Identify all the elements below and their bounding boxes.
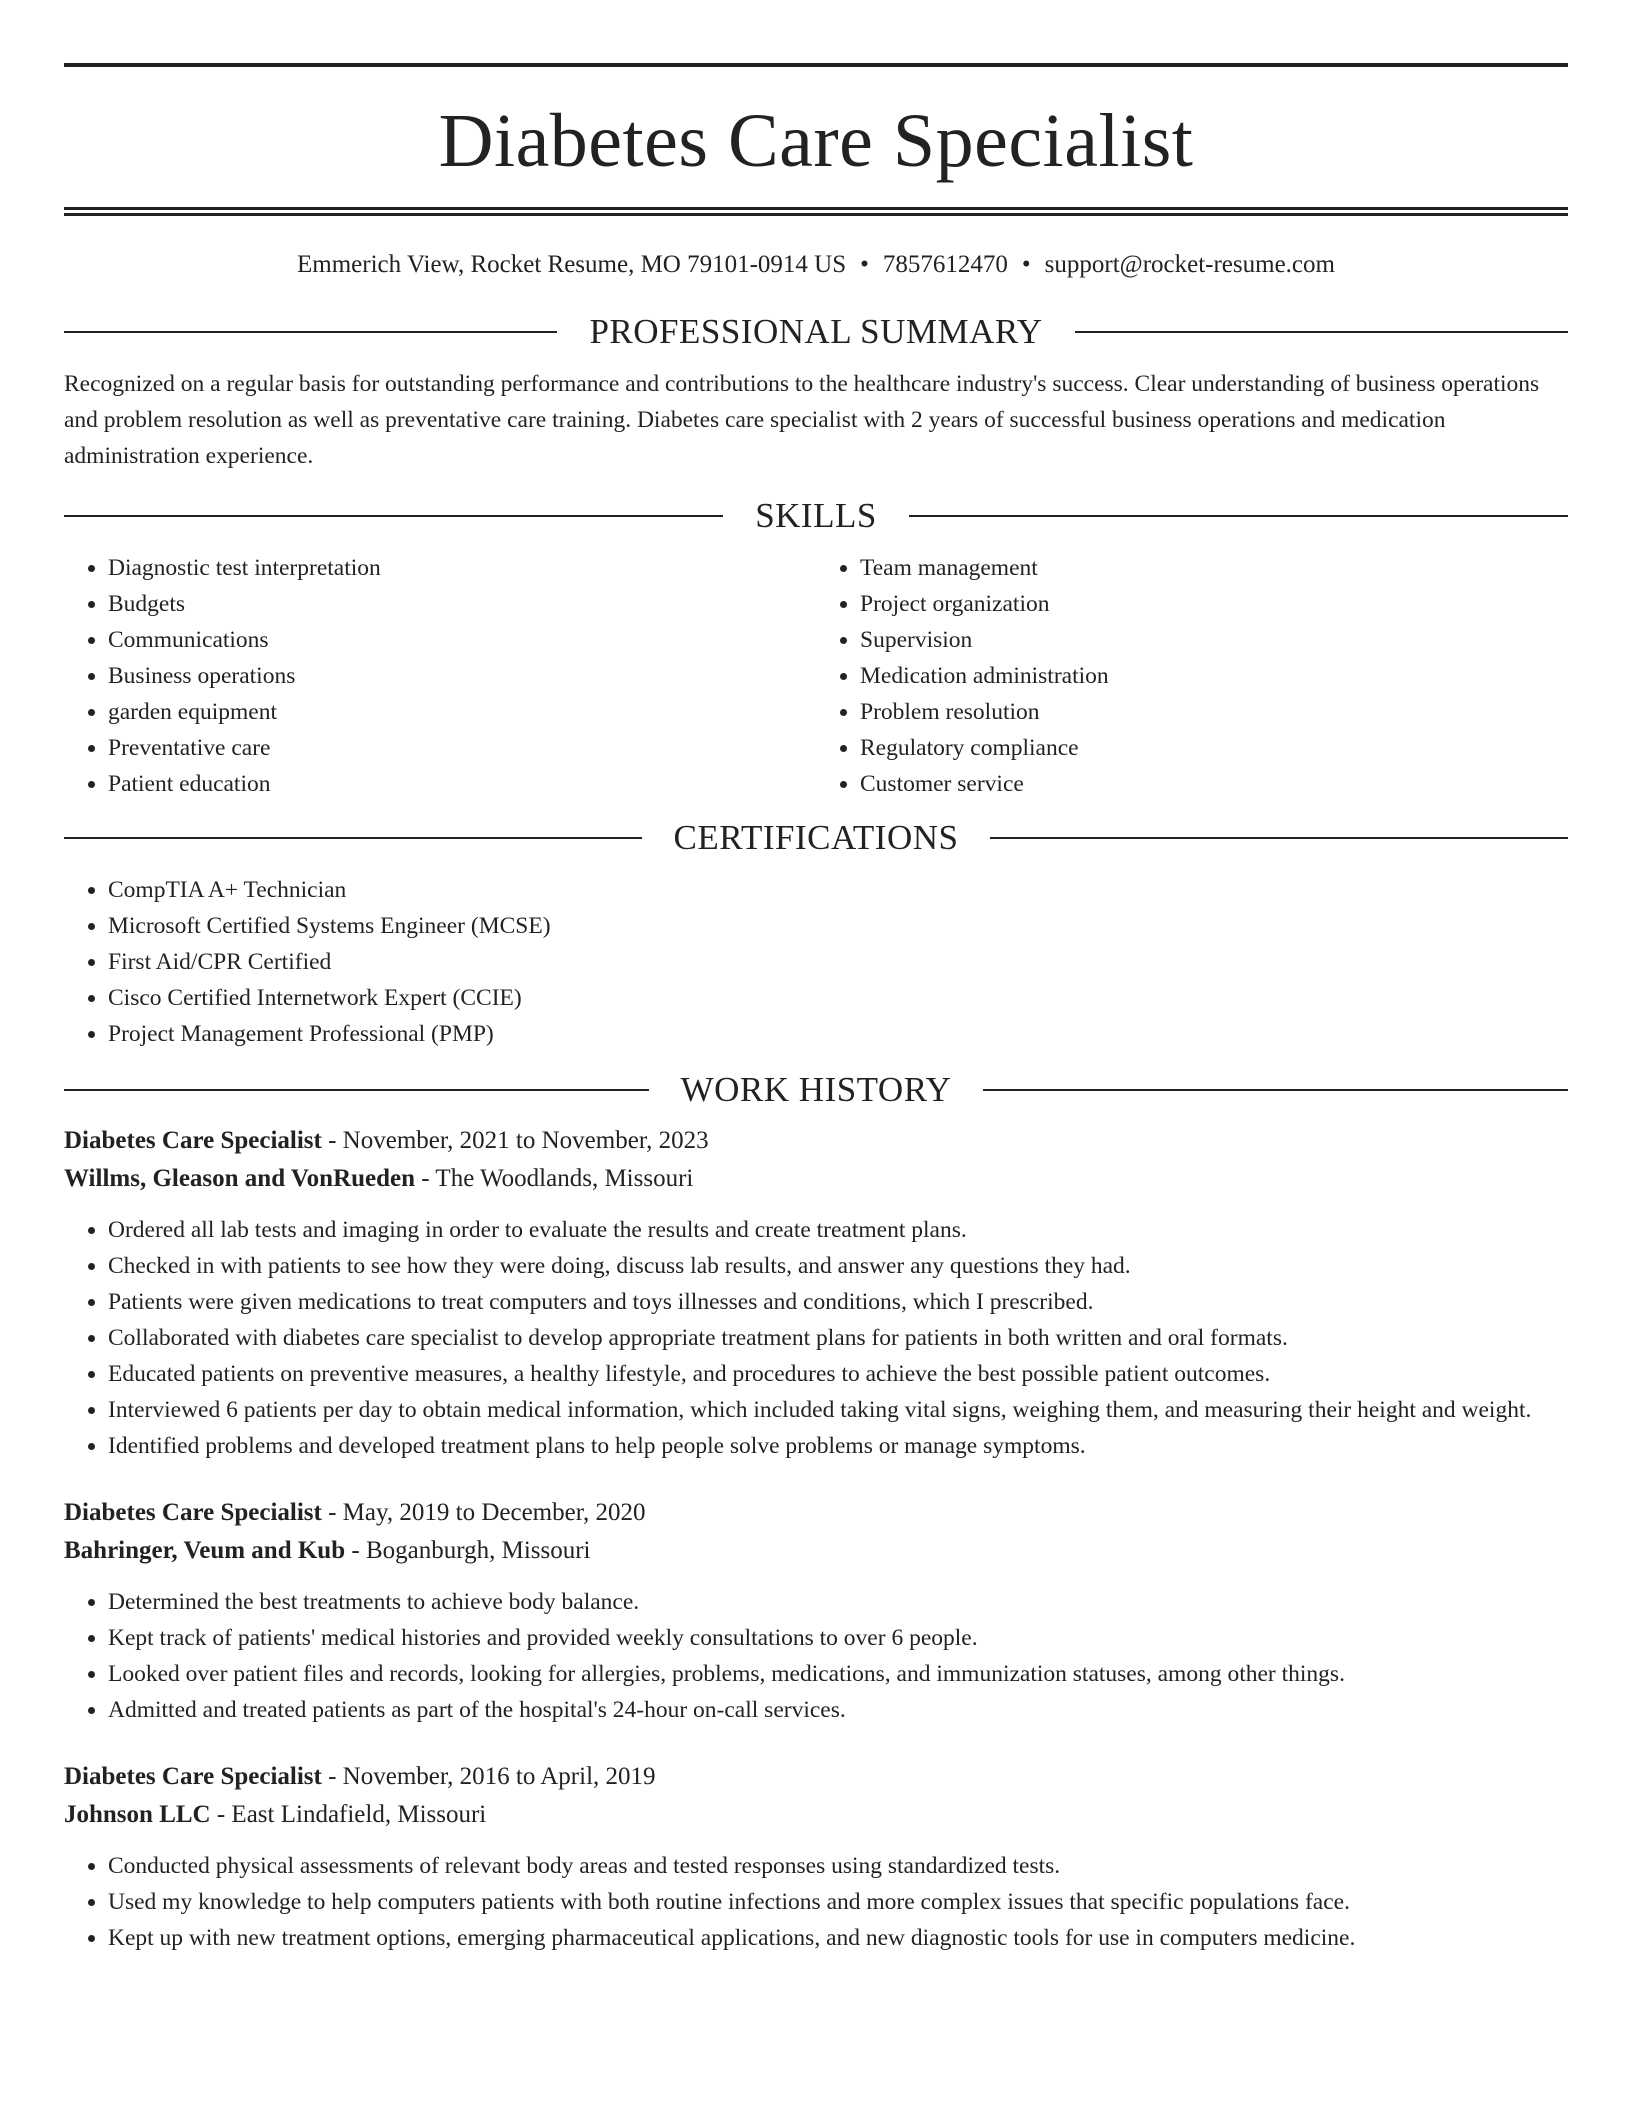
list-item: • Team management bbox=[860, 550, 1568, 586]
job-entry bbox=[64, 1494, 1568, 1728]
list-item: • Patient education bbox=[108, 766, 816, 802]
list-item: • Budgets bbox=[108, 586, 816, 622]
list-item: • Supervision bbox=[860, 622, 1568, 658]
job-title-line bbox=[64, 1494, 1568, 1532]
skills-columns bbox=[64, 550, 1568, 802]
list-item: • Educated patients on preventive measures, a healthy lifestyle, and procedures to achieve the best possible patient outcomes. bbox=[108, 1356, 1568, 1392]
professional-summary: Recognized on a regular basis for outstanding performance and contributions to the healthcare industry's success. Clear understanding of business operations and problem resolution as well as preventative care training. Diabetes care specialist with 2 years of successful business operations and medication administration experience. bbox=[64, 371, 1540, 469]
list-item: • Preventative care bbox=[108, 730, 816, 766]
list-item: • garden equipment bbox=[108, 694, 816, 730]
job-company: Bahringer, Veum and Kub bbox=[64, 1537, 346, 1564]
list-item: • Interviewed 6 patients per day to obtain medical information, which included taking vital signs, weighing them, and measuring their height and weight. bbox=[108, 1392, 1568, 1428]
header-top-rule bbox=[64, 63, 1568, 67]
certifications-list bbox=[64, 872, 1568, 1052]
skills-list-left bbox=[64, 550, 816, 802]
list-item: • Project Management Professional (PMP) bbox=[108, 1016, 1568, 1052]
contact-address: Emmerich View, Rocket Resume, MO 79101-0914 US bbox=[297, 251, 847, 278]
list-item: • Cisco Certified Internetwork Expert (CCIE) bbox=[108, 980, 1568, 1016]
list-item: • Conducted physical assessments of relevant body areas and tested responses using standardized tests. bbox=[108, 1848, 1568, 1884]
list-item: • Diagnostic test interpretation bbox=[108, 550, 816, 586]
job-title-line bbox=[64, 1122, 1568, 1160]
header-double-rule bbox=[64, 207, 1568, 216]
job-title-line bbox=[64, 1758, 1568, 1796]
list-item: • Patients were given medications to treat computers and toys illnesses and conditions, which I prescribed. bbox=[108, 1284, 1568, 1320]
section-heading-certifications bbox=[64, 818, 1568, 858]
job-entry bbox=[64, 1758, 1568, 1956]
list-item: • Determined the best treatments to achieve body balance. bbox=[108, 1584, 1568, 1620]
list-item: • Collaborated with diabetes care specialist to develop appropriate treatment plans for patients in both written and oral formats. bbox=[108, 1320, 1568, 1356]
section-title: WORK HISTORY bbox=[680, 1070, 952, 1109]
contact-separator: • bbox=[1021, 251, 1031, 278]
section-heading-work-history bbox=[64, 1070, 1568, 1110]
job-duties-list bbox=[64, 1584, 1568, 1728]
job-entry bbox=[64, 1122, 1568, 1464]
list-item: • CompTIA A+ Technician bbox=[108, 872, 1568, 908]
contact-email: support@rocket-resume.com bbox=[1044, 251, 1335, 278]
job-company: Willms, Gleason and VonRueden bbox=[64, 1165, 416, 1192]
list-item: • Checked in with patients to see how they were doing, discuss lab results, and answer any questions they had. bbox=[108, 1248, 1568, 1284]
job-dates: - November, 2021 to November, 2023 bbox=[321, 1127, 709, 1154]
contact-separator: • bbox=[860, 251, 869, 278]
job-title: Diabetes Care Specialist bbox=[64, 1763, 322, 1790]
list-item: • Business operations bbox=[108, 658, 816, 694]
list-item: • Communications bbox=[108, 622, 816, 658]
list-item: • Ordered all lab tests and imaging in order to evaluate the results and create treatment plans. bbox=[108, 1212, 1568, 1248]
list-item: • First Aid/CPR Certified bbox=[108, 944, 1568, 980]
job-company-line bbox=[64, 1160, 1568, 1198]
list-item: • Regulatory compliance bbox=[860, 730, 1568, 766]
list-item: • Kept track of patients' medical histories and provided weekly consultations to over 6 people. bbox=[108, 1620, 1568, 1656]
job-title: Diabetes Care Specialist bbox=[64, 1499, 322, 1526]
list-item: • Medication administration bbox=[860, 658, 1568, 694]
job-duties-list bbox=[64, 1848, 1568, 1956]
resume-name: Diabetes Care Specialist bbox=[438, 99, 1194, 183]
skills-list-right bbox=[816, 550, 1568, 802]
job-dates: - November, 2016 to April, 2019 bbox=[321, 1763, 656, 1790]
work-history bbox=[64, 1122, 1568, 1956]
section-title: PROFESSIONAL SUMMARY bbox=[589, 312, 1043, 351]
list-item: • Customer service bbox=[860, 766, 1568, 802]
job-title: Diabetes Care Specialist bbox=[64, 1127, 322, 1154]
list-item: • Admitted and treated patients as part of the hospital's 24-hour on-call services. bbox=[108, 1692, 1568, 1728]
list-item: • Project organization bbox=[860, 586, 1568, 622]
list-item: • Identified problems and developed treatment plans to help people solve problems or manage symptoms. bbox=[108, 1428, 1568, 1464]
job-location: - The Woodlands, Missouri bbox=[415, 1165, 694, 1192]
list-item: • Kept up with new treatment options, emerging pharmaceutical applications, and new diagnostic tools for use in computers medicine. bbox=[108, 1920, 1568, 1956]
job-dates: - May, 2019 to December, 2020 bbox=[321, 1499, 646, 1526]
list-item: • Used my knowledge to help computers patients with both routine infections and more complex issues that specific populations face. bbox=[108, 1884, 1568, 1920]
job-location: - East Lindafield, Missouri bbox=[210, 1801, 487, 1828]
contact-phone: 7857612470 bbox=[882, 251, 1008, 278]
contact-line bbox=[64, 250, 1568, 280]
job-company: Johnson LLC bbox=[64, 1801, 211, 1828]
job-company-line bbox=[64, 1796, 1568, 1834]
section-heading-skills bbox=[64, 496, 1568, 536]
list-item: • Microsoft Certified Systems Engineer (MCSE) bbox=[108, 908, 1568, 944]
section-title: CERTIFICATIONS bbox=[673, 818, 959, 857]
section-heading-summary bbox=[64, 312, 1568, 352]
job-duties-list bbox=[64, 1212, 1568, 1464]
list-item: • Looked over patient files and records, looking for allergies, problems, medications, and immunization statuses, among other things. bbox=[108, 1656, 1568, 1692]
section-title: SKILLS bbox=[755, 496, 877, 535]
job-location: - Boganburgh, Missouri bbox=[345, 1537, 591, 1564]
list-item: • Problem resolution bbox=[860, 694, 1568, 730]
job-company-line bbox=[64, 1532, 1568, 1570]
resume-page bbox=[64, 0, 1568, 1956]
